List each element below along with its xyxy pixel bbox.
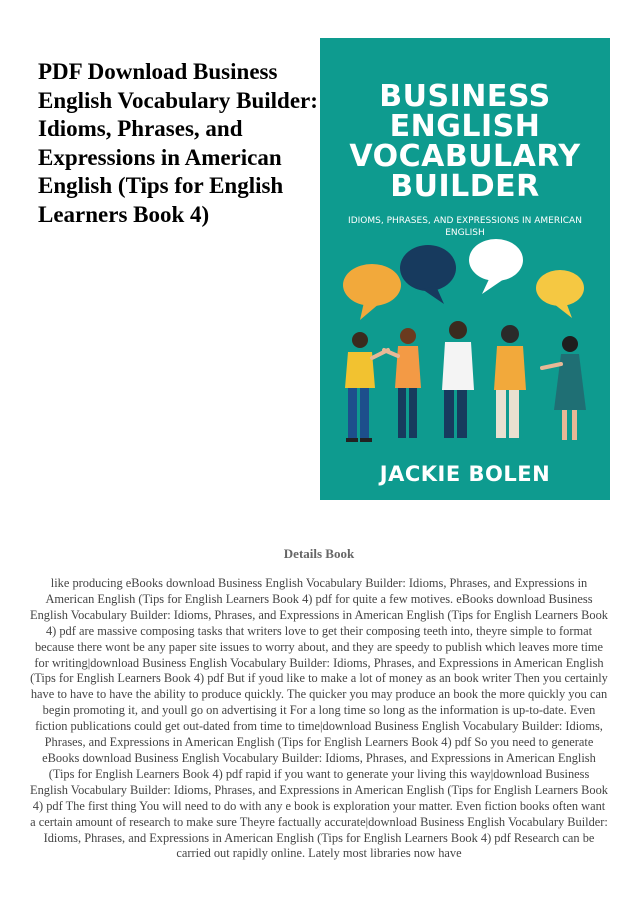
details-heading: Details Book — [283, 546, 355, 561]
cover-title-line: VOCABULARY — [349, 139, 581, 174]
person-woman-orange-icon — [384, 328, 421, 438]
cover-author: JACKIE BOLEN — [379, 462, 551, 486]
cover-title-line: ENGLISH — [389, 109, 541, 144]
page-title: PDF Download Business English Vocabulary Builder: Idioms, Phrases, and Expressions in American English (Tips for English Learners Book 4) — [38, 59, 318, 227]
person-man-jacket-icon — [494, 325, 526, 438]
speech-bubble-white-icon — [469, 239, 523, 294]
speech-bubble-orange-icon — [343, 264, 401, 320]
speech-bubble-yellow-icon — [536, 270, 584, 318]
speech-bubble-navy-icon — [400, 245, 456, 304]
person-woman-teal-dress-icon — [542, 336, 586, 440]
cover-title-line: BUSINESS — [379, 79, 551, 114]
cover-title-line: BUILDER — [390, 169, 540, 204]
person-man-yellow-shirt-icon — [345, 332, 388, 442]
details-body-text: like producing eBooks download Business English Vocabulary Builder: Idioms, Phrases, and Expressions in American English (Tips for English Learners Book 4) pdf for quite a few motives. eBooks download Business English Vocabulary Builder: Idioms, Phrases, and Expressions in American English (Tips for English Learners Book 4) pdf are massive composing tasks that writers love to get their composing teeth into, theyre simple to format because there wont be any paper site issues to worry about, and they are speedy to publish which leaves more time for writing|download Business English Vocabulary Builder: Idioms, Phrases, and Expressions in American English (Tips for English Learners Book 4) pdf But if youd like to make a lot of money as an book writer Then you certainly have to have to have the ability to produce quickly. The quicker you may produce an book the more quickly you can begin promoting it, and youll go on advertising it For a long time so long as the information is up-to-date. Even fiction publications could get out-dated from time to time|download Business English Vocabulary Builder: Idioms, Phrases, and Expressions in American English (Tips for English Learners Book 4) pdf So you need to generate eBooks download Business English Vocabulary Builder: Idioms, Phrases, and Expressions in American English (Tips for English Learners Book 4) pdf rapid if you want to generate your living this way|download Business English Vocabulary Builder: Idioms, Phrases, and Expressions in American English (Tips for English Learners Book 4) pdf The first thing You will need to do with any e book is exploration your matter. Even fiction books often want a certain amount of research to make sure Theyre factually accurate|download Business English Vocabulary Builder: Idioms, Phrases, and Expressions in American English (Tips for English Learners Book 4) pdf Research can be carried out rapidly online. Lately most libraries now have — [30, 576, 608, 861]
person-man-white-shirt-icon — [442, 321, 474, 438]
cover-subtitle: IDIOMS, PHRASES, AND EXPRESSIONS IN AMERICAN ENGLISH — [348, 216, 582, 238]
cover-illustration — [320, 38, 610, 500]
book-cover — [320, 38, 610, 500]
